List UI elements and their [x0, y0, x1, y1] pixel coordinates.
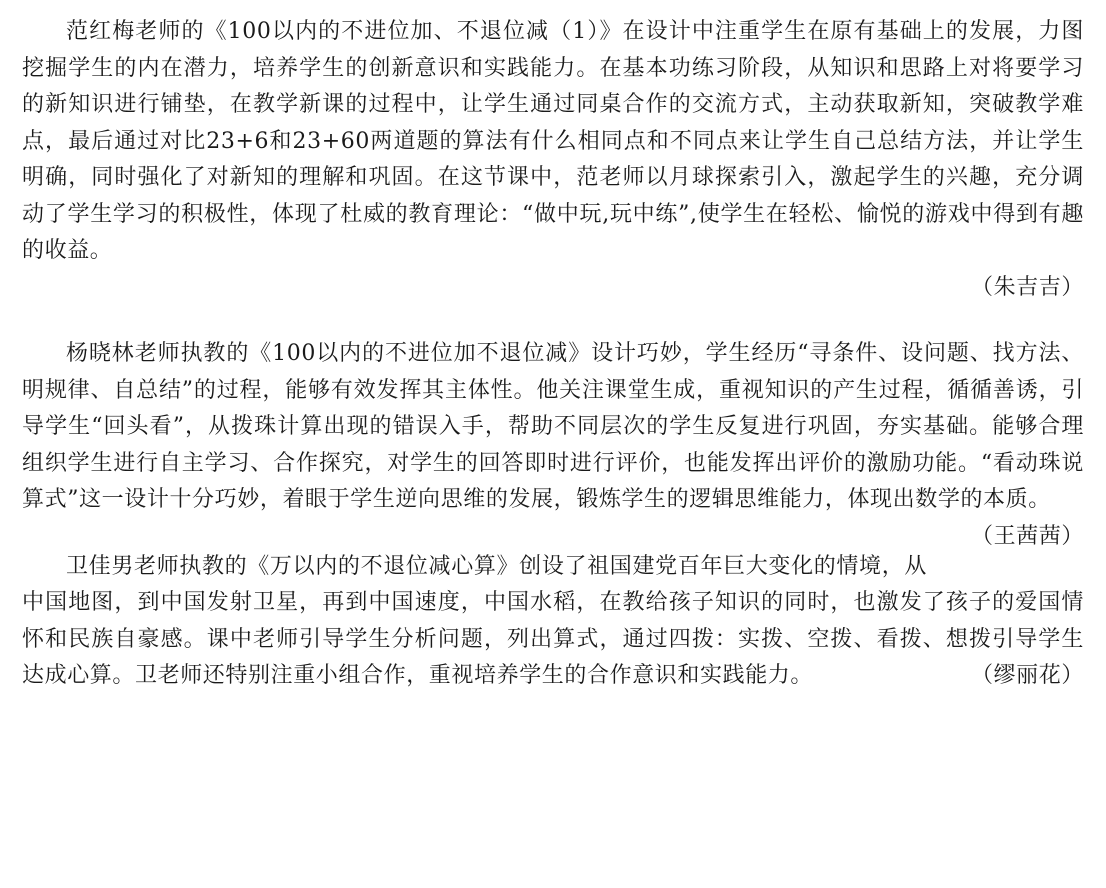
review-text: 杨晓林老师执教的《100以内的不进位加不退位减》设计巧妙，学生经历“寻条件、设问题、找方法、明规律、自总结”的过程，能够有效发挥其主体性。他关注课堂生成，重视知识的产生过程，循循善诱，引导学生“回头看”，从拨珠计算出现的错误入手，帮助不同层次的学生反复进行巩固，夯实基础。能够合理组织学生进行自主学习、合作探究，对学生的回答即时进行评价，也能发挥出评价的激励功能。“看动珠说算式”这一设计十分巧妙，着眼于学生逆向思维的发展，锻炼学生的逻辑思维能力，体现出数学的本质。	[22, 341, 1084, 512]
review-text: 卫佳男老师执教的《万以内的不退位减心算》创设了祖国建党百年巨大变化的情境，从中国地图，到中国发射卫星，再到中国速度，中国水稻，在教给孩子知识的同时，也激发了孩子的爱国情怀和民族自豪感。课中老师引导学生分析问题，列出算式，通过四拨：实拨、空拨、看拨、想拨引导学生达成心算。卫老师还特别注重小组合作，重视培养学生的合作意识和实践能力。	[22, 553, 1084, 688]
review-author: （缪丽花）	[970, 663, 1084, 688]
review-paragraph	[22, 336, 1084, 549]
review-block-1	[22, 14, 1084, 306]
document-page	[22, 14, 1084, 695]
review-block-2	[22, 336, 1084, 549]
review-paragraph	[22, 549, 1084, 695]
review-author: （王茜茜）	[970, 523, 1084, 549]
review-block-3	[22, 549, 1084, 695]
review-paragraph: 范红梅老师的《100以内的不进位加、不退位减（1）》在设计中注重学生在原有基础上的发展，力图挖掘学生的内在潜力，培养学生的创新意识和实践能力。在基本功练习阶段，从知识和思路上对将要学习的新知识进行铺垫，在教学新课的过程中，让学生通过同桌合作的交流方式，主动获取新知，突破教学难点，最后通过对比23+6和23+60两道题的算法有什么相同点和不同点来让学生自己总结方法，并让学生明确，同时强化了对新知的理解和巩固。在这节课中，范老师以月球探索引入，激起学生的兴趣，充分调动了学生学习的积极性，体现了杜威的教育理论：“做中玩,玩中练”,使学生在轻松、愉悦的游戏中得到有趣的收益。	[22, 19, 1084, 263]
review-author: （朱吉吉）	[970, 274, 1084, 300]
